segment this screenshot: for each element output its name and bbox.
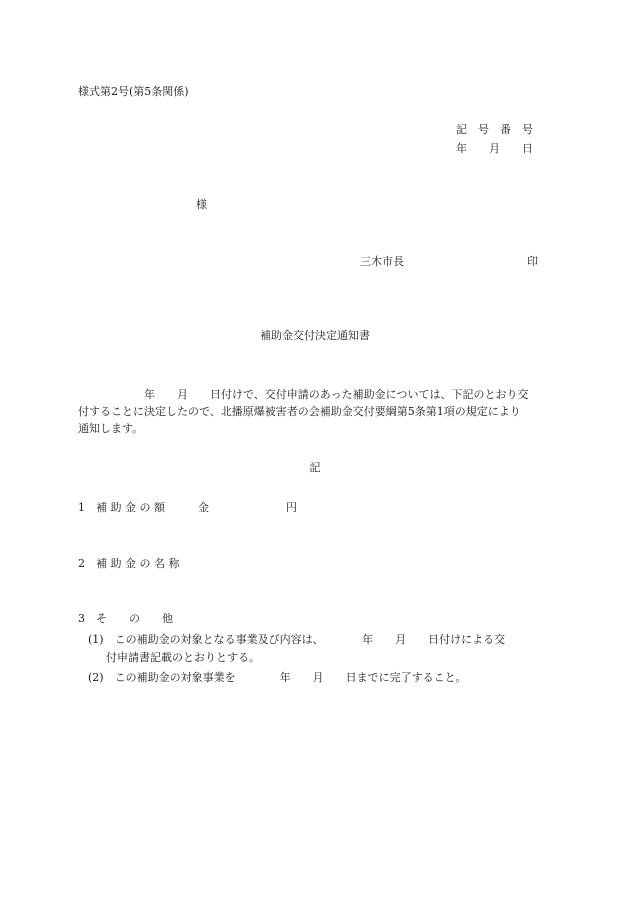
seal-mark: 印	[527, 255, 538, 268]
item-other: 3 そ の 他	[78, 612, 173, 625]
reference-number-label: 記 号 番 号	[456, 123, 533, 136]
sub-item-2: (2) この補助金の対象事業を 年 月 日までに完了すること。	[88, 671, 467, 684]
form-number-label: 様式第2号(第5条関係)	[78, 85, 189, 98]
sub-item-1-line-2: 付申請書記載のとおりとする。	[106, 651, 260, 664]
body-line-2: 付することに決定したので、北播原爆被害者の会補助金交付要綱第5条第1項の規定により	[78, 405, 521, 418]
sub-item-1-line-1: (1) この補助金の対象となる事業及び内容は、 年 月 日付けによる交	[88, 633, 506, 646]
issuer-name: 三木市長	[360, 255, 404, 268]
body-line-3: 通知します。	[78, 422, 144, 435]
ki-heading: 記	[309, 461, 321, 474]
item-subsidy-name: 2 補 助 金 の 名 称	[78, 557, 180, 570]
issue-date-line: 年 月 日	[456, 142, 533, 155]
item-subsidy-amount: 1 補 助 金 の 額 金 円	[78, 501, 297, 514]
addressee-honorific: 様	[196, 198, 207, 211]
body-line-1: 年 月 日付けで、交付申請のあった補助金については、下記のとおり交	[78, 388, 529, 401]
document-title: 補助金交付決定通知書	[260, 329, 370, 342]
body-paragraph	[78, 386, 550, 437]
